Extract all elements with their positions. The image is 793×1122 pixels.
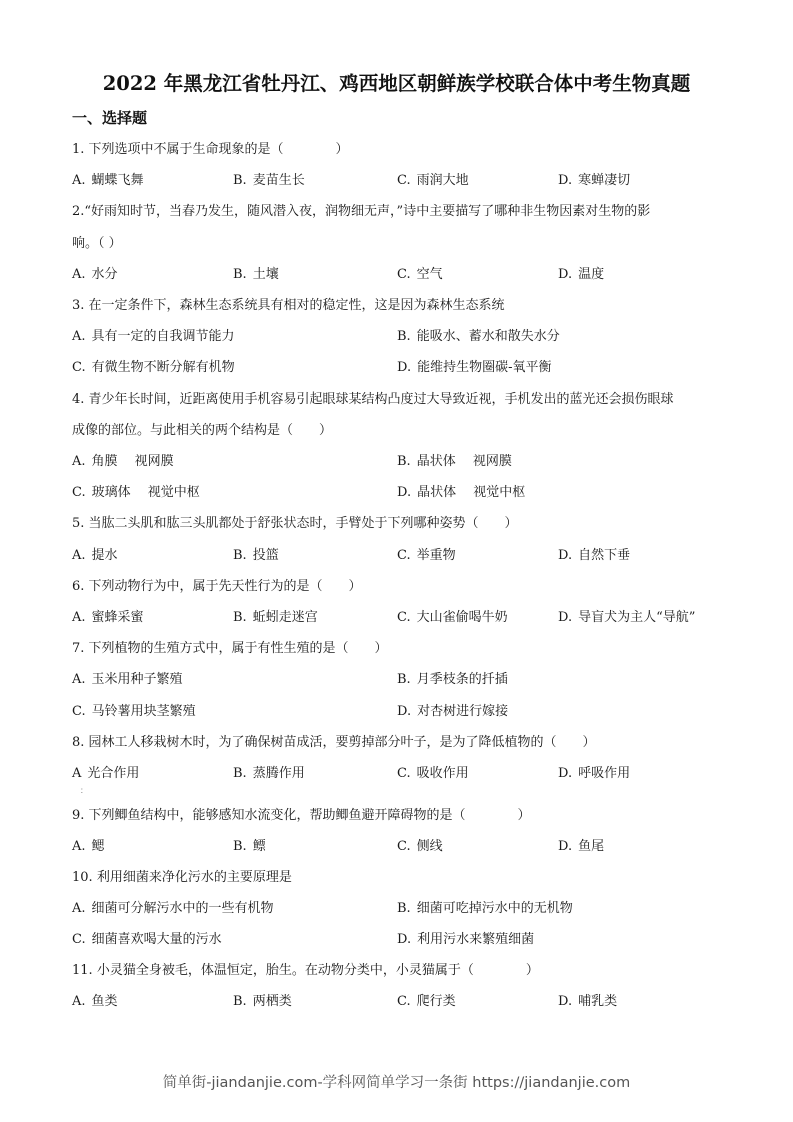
option-text: 细菌喜欢喝大量的污水 bbox=[91, 932, 222, 947]
option-text: 爬行类 bbox=[416, 994, 456, 1009]
question-1-option-d bbox=[558, 172, 630, 190]
option-letter: A. bbox=[72, 329, 86, 344]
option-letter: D. bbox=[558, 994, 573, 1009]
option-text: 温度 bbox=[578, 267, 605, 282]
question-7-option-c bbox=[72, 703, 196, 721]
option-letter: B. bbox=[233, 839, 247, 854]
question-9-stem bbox=[72, 807, 531, 825]
option-text: 细菌可分解污水中的一些有机物 bbox=[91, 901, 274, 916]
option-letter: C. bbox=[72, 485, 86, 500]
option-text: 利用污水来繁殖细菌 bbox=[417, 932, 535, 947]
option-text: 土壤 bbox=[252, 267, 279, 282]
option-text: 雨润大地 bbox=[416, 173, 469, 188]
question-number: 4. bbox=[72, 392, 85, 407]
option-text: 鳔 bbox=[252, 839, 266, 854]
section-heading: 一、选择题 bbox=[72, 109, 148, 127]
question-1-option-a bbox=[72, 172, 144, 190]
option-text: 角膜 视网膜 bbox=[91, 454, 174, 469]
question-4-option-b bbox=[397, 453, 512, 471]
option-text: 水分 bbox=[91, 267, 118, 282]
question-3-stem bbox=[72, 297, 505, 315]
option-letter: D. bbox=[558, 610, 573, 625]
option-letter: D. bbox=[397, 360, 412, 375]
option-letter: C. bbox=[397, 766, 411, 781]
question-text: 在一定条件下，森林生态系统具有相对的稳定性，这是因为森林生态系统 bbox=[88, 298, 505, 313]
question-6-option-d bbox=[558, 609, 695, 627]
question-5-stem bbox=[72, 515, 518, 533]
option-text: 鳃 bbox=[91, 839, 105, 854]
question-number: 9. bbox=[72, 808, 85, 823]
option-text: 晶状体 视觉中枢 bbox=[417, 485, 526, 500]
question-11-option-d bbox=[558, 993, 617, 1011]
option-letter: C. bbox=[397, 548, 411, 563]
question-text: 利用细菌来净化污水的主要原理是 bbox=[96, 870, 292, 885]
option-text: 蒸腾作用 bbox=[252, 766, 305, 781]
option-letter: A. bbox=[72, 672, 86, 687]
question-8-option-a bbox=[72, 765, 139, 783]
question-7-option-b bbox=[397, 671, 508, 689]
option-letter: C. bbox=[72, 932, 86, 947]
option-text: 投篮 bbox=[252, 548, 279, 563]
question-number: 5. bbox=[72, 516, 85, 531]
question-text: 小灵猫全身被毛，体温恒定，胎生。在动物分类中，小灵猫属于（ ） bbox=[96, 963, 539, 978]
footer-watermark: 简单街-jiandanjie.com-学科网简单学习一条街 https://jiandanjie.com bbox=[162, 1075, 631, 1091]
question-number: 10. bbox=[72, 870, 93, 885]
question-7-option-d bbox=[397, 703, 508, 721]
question-1-stem bbox=[72, 141, 349, 159]
question-10-option-b bbox=[397, 900, 573, 918]
option-letter: B. bbox=[397, 329, 411, 344]
question-text: 下列植物的生殖方式中，属于有性生殖的是（ ） bbox=[88, 641, 388, 656]
option-text: 细菌可吃掉污水中的无机物 bbox=[416, 901, 573, 916]
option-text: 寒蝉凄切 bbox=[578, 173, 631, 188]
option-text: 大山雀偷喝牛奶 bbox=[416, 610, 508, 625]
question-9-option-b bbox=[233, 838, 266, 856]
option-letter: B. bbox=[397, 672, 411, 687]
option-letter: D. bbox=[558, 173, 573, 188]
question-3-option-b bbox=[397, 328, 560, 346]
question-8-option-b bbox=[233, 765, 305, 783]
question-3-option-a bbox=[72, 328, 235, 346]
option-letter: A. bbox=[72, 901, 86, 916]
option-text: 能吸水、蓄水和散失水分 bbox=[416, 329, 560, 344]
option-letter: D. bbox=[558, 766, 573, 781]
option-letter: B. bbox=[233, 766, 247, 781]
option-letter: B. bbox=[397, 454, 411, 469]
question-4-stem bbox=[72, 391, 674, 409]
option-letter: B. bbox=[233, 548, 247, 563]
option-letter: B. bbox=[397, 901, 411, 916]
option-letter: B. bbox=[233, 610, 247, 625]
question-5-option-a bbox=[72, 547, 118, 565]
question-text: 下列选项中不属于生命现象的是（ ） bbox=[88, 142, 349, 157]
question-5-option-c bbox=[397, 547, 456, 565]
question-number: 2. bbox=[72, 204, 85, 219]
question-number: 3. bbox=[72, 298, 85, 313]
option-text: 吸收作用 bbox=[416, 766, 469, 781]
option-text: 两栖类 bbox=[252, 994, 292, 1009]
option-letter: A. bbox=[72, 267, 86, 282]
question-4-option-d bbox=[397, 484, 525, 502]
question-9-option-a bbox=[72, 838, 105, 856]
option-letter: C. bbox=[397, 610, 411, 625]
option-text: 鱼尾 bbox=[578, 839, 605, 854]
question-4-option-c bbox=[72, 484, 200, 502]
question-11-stem bbox=[72, 962, 539, 980]
option-text: 玻璃体 视觉中枢 bbox=[91, 485, 200, 500]
question-1-option-b bbox=[233, 172, 305, 190]
option-letter: B. bbox=[233, 994, 247, 1009]
question-11-option-b bbox=[233, 993, 292, 1011]
option-letter: C. bbox=[397, 994, 411, 1009]
option-text: 蝴蝶飞舞 bbox=[91, 173, 144, 188]
option-text: 麦苗生长 bbox=[252, 173, 305, 188]
option-text: 导盲犬为主人“导航” bbox=[578, 610, 696, 625]
question-7-option-a bbox=[72, 671, 183, 689]
option-letter: C. bbox=[72, 360, 86, 375]
option-letter: C. bbox=[397, 839, 411, 854]
question-10-option-a bbox=[72, 900, 274, 918]
question-8-option-c bbox=[397, 765, 469, 783]
question-number: 8. bbox=[72, 735, 85, 750]
question-text: 青少年长时间，近距离使用手机容易引起眼球某结构凸度过大导致近视，手机发出的蓝光还会损伤眼球 bbox=[88, 392, 674, 407]
option-text: 有微生物不断分解有机物 bbox=[91, 360, 235, 375]
option-letter: A. bbox=[72, 839, 86, 854]
question-6-option-b bbox=[233, 609, 318, 627]
question-2-option-b bbox=[233, 266, 279, 284]
option-text: 晶状体 视网膜 bbox=[416, 454, 512, 469]
question-number: 1. bbox=[72, 142, 85, 157]
option-letter: D. bbox=[397, 932, 412, 947]
option-letter: B. bbox=[233, 173, 247, 188]
option-letter: D. bbox=[558, 839, 573, 854]
option-letter: A. bbox=[72, 994, 86, 1009]
option-text: 哺乳类 bbox=[578, 994, 618, 1009]
option-letter: A. bbox=[72, 173, 86, 188]
option-text: 侧线 bbox=[416, 839, 443, 854]
option-letter: C. bbox=[397, 267, 411, 282]
option-letter: C. bbox=[397, 173, 411, 188]
stray-punctuation-mark: ： bbox=[80, 786, 88, 795]
question-9-option-c bbox=[397, 838, 443, 856]
question-8-stem bbox=[72, 734, 596, 752]
option-text: 对杏树进行嫁接 bbox=[417, 704, 509, 719]
question-2-stem-continued: 响。（ ） bbox=[72, 236, 122, 251]
option-text: 具有一定的自我调节能力 bbox=[91, 329, 235, 344]
question-9-option-d bbox=[558, 838, 604, 856]
option-text: 鱼类 bbox=[91, 994, 118, 1009]
question-2-option-c bbox=[397, 266, 443, 284]
option-text: 提水 bbox=[91, 548, 118, 563]
option-letter: A. bbox=[72, 610, 86, 625]
option-text: 蚯蚓走迷宫 bbox=[252, 610, 318, 625]
option-letter: D. bbox=[397, 704, 412, 719]
option-text: 玉米用种子繁殖 bbox=[91, 672, 183, 687]
question-1-option-c bbox=[397, 172, 469, 190]
question-3-option-d bbox=[397, 359, 552, 377]
option-text: 马铃薯用块茎繁殖 bbox=[91, 704, 196, 719]
question-11-option-a bbox=[72, 993, 118, 1011]
option-letter: D. bbox=[558, 267, 573, 282]
option-text: 举重物 bbox=[416, 548, 456, 563]
question-2-option-a bbox=[72, 266, 118, 284]
option-letter: D. bbox=[397, 485, 412, 500]
option-text: 空气 bbox=[416, 267, 443, 282]
question-5-option-d bbox=[558, 547, 630, 565]
question-number: 6. bbox=[72, 579, 85, 594]
question-text: 当肱二头肌和肱三头肌都处于舒张状态时，手臂处于下列哪种姿势（ ） bbox=[88, 516, 518, 531]
question-4-option-a bbox=[72, 453, 174, 471]
question-number: 11. bbox=[72, 963, 93, 978]
question-number: 7. bbox=[72, 641, 85, 656]
question-11-option-c bbox=[397, 993, 456, 1011]
question-6-option-a bbox=[72, 609, 144, 627]
question-text: 园林工人移栽树木时，为了确保树苗成活，要剪掉部分叶子，是为了降低植物的（ ） bbox=[88, 735, 596, 750]
question-text: 下列动物行为中，属于先天性行为的是（ ） bbox=[88, 579, 362, 594]
option-letter: A. bbox=[72, 454, 86, 469]
option-text: 月季枝条的扦插 bbox=[416, 672, 508, 687]
question-4-stem-continued: 成像的部位。与此相关的两个结构是（ ） bbox=[72, 423, 333, 438]
option-text: 光合作用 bbox=[87, 766, 140, 781]
option-text: 能维持生物圈碳-氧平衡 bbox=[417, 360, 552, 375]
question-10-stem bbox=[72, 869, 292, 887]
option-letter: A. bbox=[72, 548, 86, 563]
option-letter: B. bbox=[233, 267, 247, 282]
question-8-option-d bbox=[558, 765, 630, 783]
question-2-stem bbox=[72, 203, 650, 221]
option-letter: D. bbox=[558, 548, 573, 563]
question-6-option-c bbox=[397, 609, 508, 627]
question-7-stem bbox=[72, 640, 388, 658]
question-2-option-d bbox=[558, 266, 604, 284]
question-10-option-d bbox=[397, 931, 534, 949]
question-10-option-c bbox=[72, 931, 222, 949]
question-text: “好雨知时节，当春乃发生，随风潜入夜，润物细无声，”诗中主要描写了哪种非生物因素对生物的影 bbox=[84, 204, 651, 219]
option-letter: C. bbox=[72, 704, 86, 719]
option-text: 蜜蜂采蜜 bbox=[91, 610, 144, 625]
option-text: 自然下垂 bbox=[578, 548, 631, 563]
option-letter: A bbox=[72, 766, 82, 781]
question-5-option-b bbox=[233, 547, 279, 565]
question-text: 下列鲫鱼结构中，能够感知水流变化，帮助鲫鱼避开障碍物的是（ ） bbox=[88, 808, 531, 823]
document-title: 2022 年黑龙江省牡丹江、鸡西地区朝鲜族学校联合体中考生物真题 bbox=[102, 72, 691, 95]
option-text: 呼吸作用 bbox=[578, 766, 631, 781]
question-3-option-c bbox=[72, 359, 235, 377]
question-6-stem bbox=[72, 578, 362, 596]
